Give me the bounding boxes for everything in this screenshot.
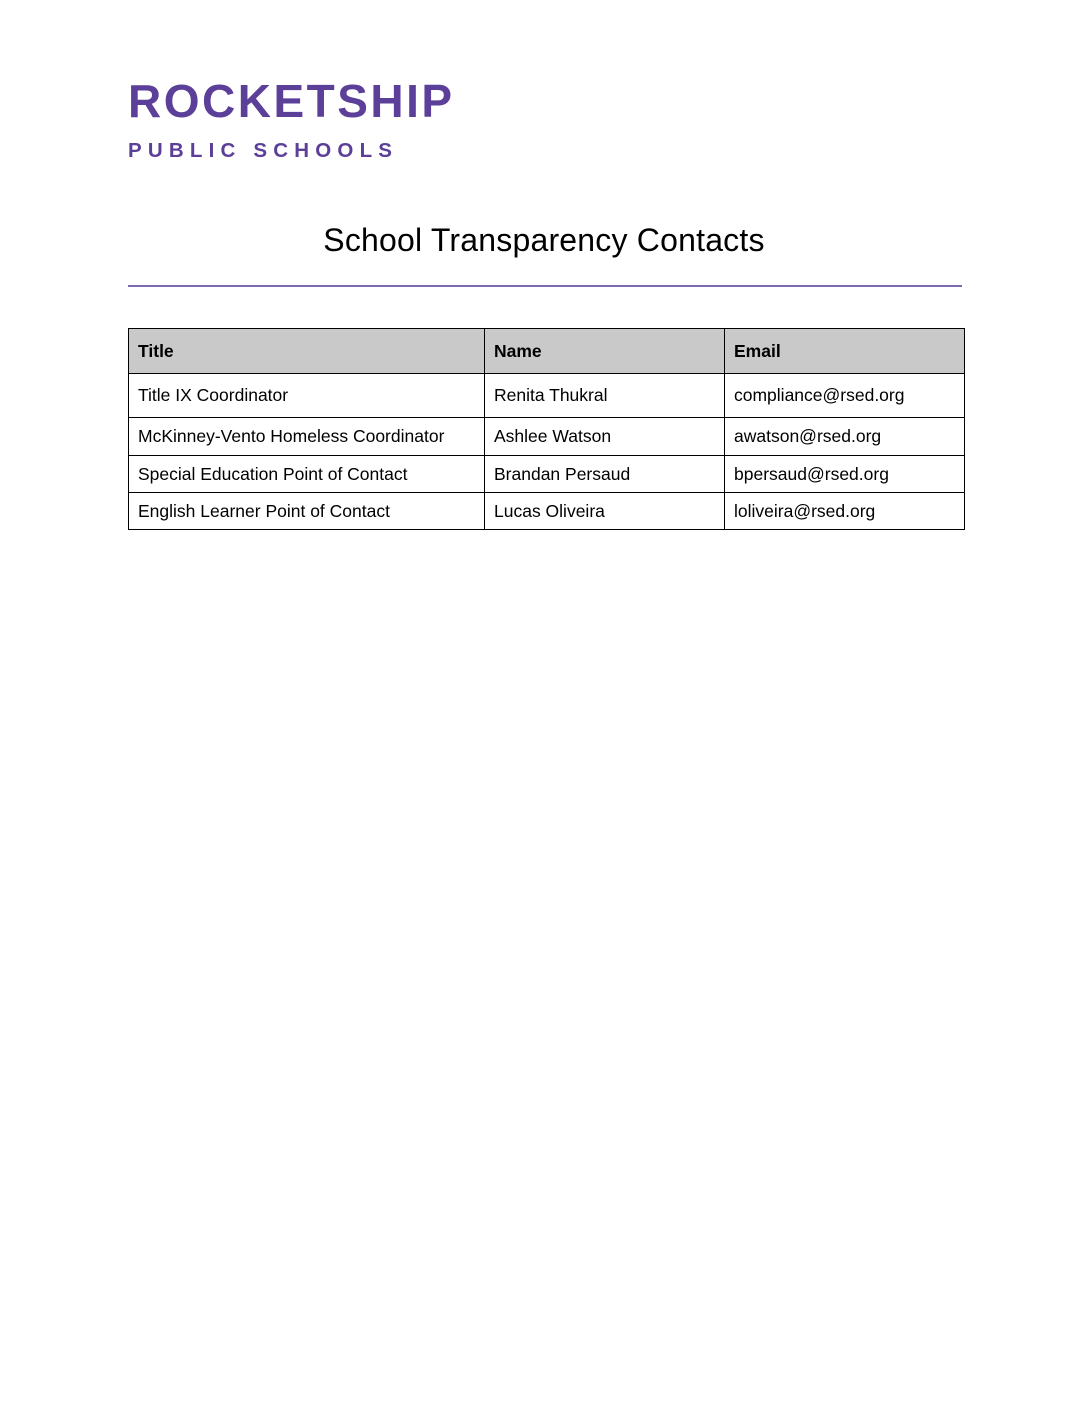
- cell-title: English Learner Point of Contact: [129, 493, 485, 530]
- logo-tagline: PUBLIC SCHOOLS: [128, 139, 399, 162]
- cell-name: Renita Thukral: [485, 374, 725, 418]
- cell-title: McKinney-Vento Homeless Coordinator: [129, 418, 485, 456]
- page-title: School Transparency Contacts: [323, 222, 765, 258]
- cell-name: Brandan Persaud: [485, 456, 725, 493]
- cell-email: compliance@rsed.org: [725, 374, 965, 418]
- cell-title: Special Education Point of Contact: [129, 456, 485, 493]
- column-header-title: Title: [129, 329, 485, 374]
- cell-email: bpersaud@rsed.org: [725, 456, 965, 493]
- cell-email: awatson@rsed.org: [725, 418, 965, 456]
- table-row: [129, 418, 965, 456]
- logo-wordmark: ROCKETSHIP: [128, 75, 455, 127]
- cell-name: Lucas Oliveira: [485, 493, 725, 530]
- contacts-table: [128, 328, 965, 530]
- rocketship-logo: [128, 75, 548, 162]
- cell-email: loliveira@rsed.org: [725, 493, 965, 530]
- table-row: [129, 493, 965, 530]
- cell-name: Ashlee Watson: [485, 418, 725, 456]
- cell-title: Title IX Coordinator: [129, 374, 485, 418]
- title-divider: [128, 285, 962, 287]
- column-header-name: Name: [485, 329, 725, 374]
- table-row: [129, 374, 965, 418]
- column-header-email: Email: [725, 329, 965, 374]
- table-row: [129, 456, 965, 493]
- table-header-row: [129, 329, 965, 374]
